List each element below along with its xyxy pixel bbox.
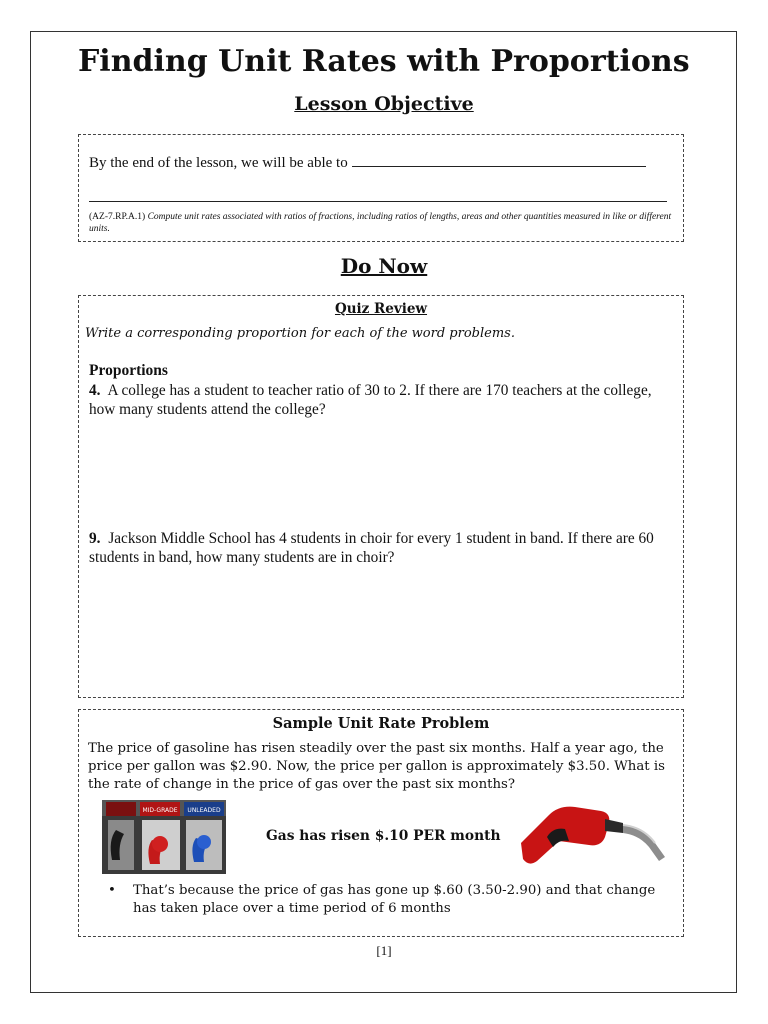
pump-label-unleaded: UNLEADED bbox=[187, 807, 221, 814]
page-title: Finding Unit Rates with Proportions bbox=[78, 44, 690, 79]
gas-nozzle-image bbox=[519, 797, 671, 869]
quiz-review-heading: Quiz Review bbox=[334, 301, 428, 317]
standard-description: Compute unit rates associated with ratios of fractions, including ratios of lengths, areas and other quantities measured in like or different units. bbox=[89, 212, 672, 234]
instruction-text: Write a corresponding proportion for each of the word problems. bbox=[85, 326, 515, 341]
do-now-box bbox=[78, 295, 684, 698]
bullet-point: • bbox=[108, 883, 116, 898]
sample-problem-box bbox=[78, 709, 684, 937]
problem-number: 9. bbox=[89, 530, 101, 547]
answer-text: Gas has risen $.10 PER month bbox=[266, 828, 501, 844]
problem-number: 4. bbox=[89, 382, 101, 399]
sample-problem-text: The price of gasoline has risen steadily over the past six months. Half a year ago, the price per gallon was $2.90. Now, the price per gallon is approximately $3.50. What is the rate of change in the price of gas over the past six months? bbox=[88, 741, 665, 792]
objective-prompt-line bbox=[89, 154, 646, 172]
sample-heading: Sample Unit Rate Problem bbox=[272, 715, 490, 732]
standard-reference bbox=[89, 211, 679, 235]
page-number: [1] bbox=[376, 943, 392, 958]
pump-label-midgrade: MID-GRADE bbox=[142, 807, 178, 814]
do-now-heading: Do Now bbox=[340, 254, 428, 278]
proportions-label: Proportions bbox=[89, 362, 168, 379]
explanation-bullet bbox=[108, 882, 671, 918]
objective-blank bbox=[352, 154, 646, 167]
problem-9 bbox=[89, 529, 679, 567]
lesson-objective-heading: Lesson Objective bbox=[294, 93, 474, 115]
problem-text: Jackson Middle School has 4 students in choir for every 1 student in band. If there are 60 students in band, how many students are in choir? bbox=[89, 530, 654, 566]
objective-blank-line bbox=[89, 201, 667, 202]
bullet-text: That’s because the price of gas has gone up $.60 (3.50-2.90) and that change has taken place over a time period of 6 months bbox=[133, 883, 656, 916]
gas-pump-image bbox=[102, 800, 226, 874]
lesson-objective-box bbox=[78, 134, 684, 242]
problem-4 bbox=[89, 381, 679, 419]
objective-prompt: By the end of the lesson, we will be able to bbox=[89, 155, 348, 171]
problem-text: A college has a student to teacher ratio of 30 to 2. If there are 170 teachers at the college, how many students attend the college? bbox=[89, 382, 652, 418]
standard-code: (AZ-7.RP.A.1) bbox=[89, 212, 146, 222]
